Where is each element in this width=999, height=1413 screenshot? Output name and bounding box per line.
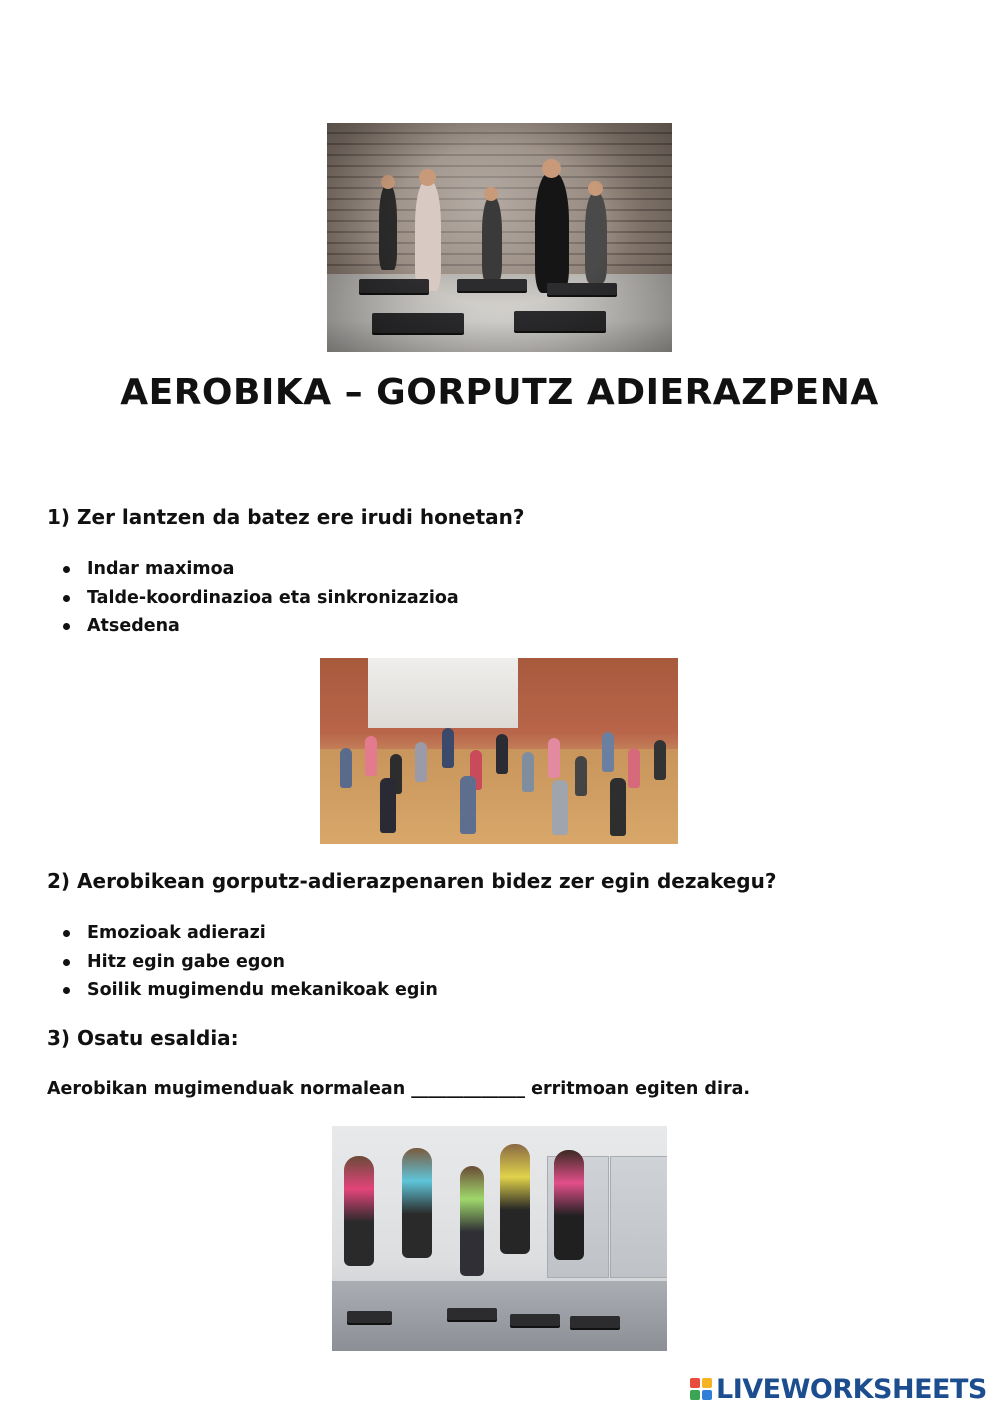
option-label: Indar maximoa	[87, 559, 235, 579]
question-2: 2) Aerobikean gorputz-adierazpenaren bidez zer egin dezakegu?	[47, 869, 777, 893]
question-3: 3) Osatu esaldia:	[47, 1026, 239, 1050]
question-1: 1) Zer lantzen da batez ere irudi honetan?	[47, 505, 525, 529]
option-label: Atsedena	[87, 616, 180, 636]
option-label: Emozioak adierazi	[87, 923, 266, 943]
option-item[interactable]	[60, 922, 438, 951]
bullet-icon	[63, 959, 70, 966]
option-label: Talde-koordinazioa eta sinkronizazioa	[87, 587, 459, 608]
step-aerobics-photo	[327, 123, 672, 352]
option-label: Soilik mugimendu mekanikoak egin	[87, 980, 438, 1000]
logo-text: LIVEWORKSHEETS	[716, 1373, 987, 1405]
fill-in-sentence[interactable]: Aerobikan mugimenduak normalean _____________ erritmoan egiten dira.	[47, 1079, 751, 1099]
liveworksheets-logo[interactable]	[690, 1373, 987, 1405]
question-1-options	[60, 558, 459, 644]
question-2-options	[60, 922, 438, 1008]
page-title: AEROBIKA – GORPUTZ ADIERAZPENA	[120, 372, 879, 413]
bullet-icon	[63, 566, 70, 573]
bullet-icon	[63, 623, 70, 630]
option-item[interactable]	[60, 979, 438, 1008]
studio-step-photo	[332, 1126, 667, 1351]
option-label: Hitz egin gabe egon	[87, 951, 285, 972]
bullet-icon	[63, 987, 70, 994]
option-item[interactable]	[60, 951, 438, 980]
option-item[interactable]	[60, 558, 459, 587]
bullet-icon	[63, 930, 70, 937]
option-item[interactable]	[60, 615, 459, 644]
logo-mark-icon	[690, 1378, 712, 1400]
group-class-photo	[320, 658, 678, 844]
option-item[interactable]	[60, 587, 459, 616]
bullet-icon	[63, 595, 70, 602]
